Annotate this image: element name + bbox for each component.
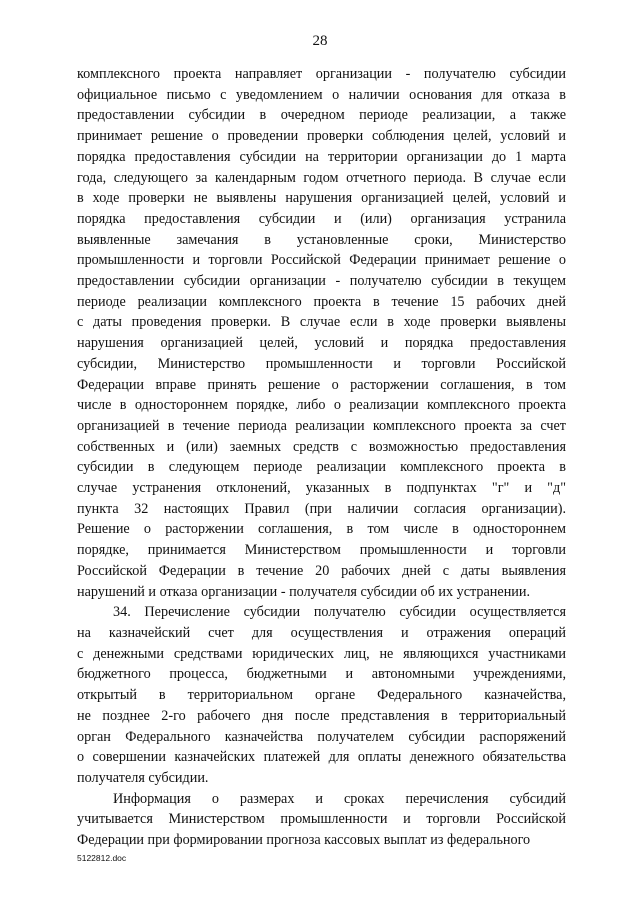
text-line: выявленные замечания в установленные сроки, Министерство [77, 231, 566, 248]
paragraph-3 [77, 789, 566, 851]
text-line: промышленности и торговли Российской Федерации принимает решение о [77, 252, 566, 269]
text-line: года, следующего за календарным годом отчетного периода. В случае если [77, 169, 566, 186]
text-line: собственных и (или) заемных средств с возможностью предоставления [77, 438, 566, 455]
text-line: с денежными средствами юридических лиц, не являющихся участниками [77, 645, 566, 662]
document-body [77, 64, 566, 851]
text-line: бюджетного процесса, бюджетными и автономными учреждениями, [77, 666, 566, 683]
text-line: на казначейский счет для осуществления и отражения операций [77, 624, 566, 641]
text-line: числе в одностороннем порядке, либо о реализации комплексного проекта [77, 397, 566, 414]
text-line: принимает решение о проведении проверки соблюдения целей, условий и [77, 128, 566, 145]
text-line: нарушения организацией целей, условий и порядка предоставления [77, 335, 566, 352]
paragraph-1 [77, 64, 566, 602]
text-line: предоставлении субсидии в очередном периоде реализации, а также [77, 107, 566, 124]
text-line: предоставлении субсидии организации - получателю субсидии в текущем [77, 273, 566, 290]
text-line: субсидии, Министерство промышленности и торговли Российской [77, 355, 566, 372]
text-line: не позднее 2-го рабочего дня после представления в территориальный [77, 707, 566, 724]
text-line: официальное письмо с уведомлением о наличии основания для отказа в [77, 86, 566, 103]
text-line: учитывается Министерством промышленности и торговли Российской [77, 811, 566, 828]
document-filename: 5122812.doc [77, 853, 127, 863]
text-line: комплексного проекта направляет организации - получателю субсидии [77, 66, 566, 82]
text-line: порядка предоставления субсидии на территории организации до 1 марта [77, 148, 566, 165]
text-line: 34. Перечисление субсидии получателю субсидии осуществляется [113, 604, 566, 621]
text-line: Информация о размерах и сроках перечисления субсидий [113, 790, 566, 807]
text-line: организацией в течение периода реализации комплексного проекта за счет [77, 417, 566, 434]
text-line: Федерации при формировании прогноза кассовых выплат из федерального [77, 832, 531, 849]
text-line: открытый в территориальном органе Федерального казначейства, [77, 687, 566, 704]
text-line: порядке, принимается Министерством промышленности и торговли [77, 542, 566, 559]
text-line: порядка предоставления субсидии и (или) организация устранила [77, 210, 566, 227]
text-line: о совершении казначейских платежей для оплаты денежного обязательства [77, 749, 566, 766]
page-number: 28 [312, 33, 328, 49]
text-line: нарушений и отказа организации - получателя субсидии об их устранении. [77, 583, 531, 600]
text-line: в ходе проверки не выявлены нарушения организацией целей, условий и [77, 190, 566, 207]
text-line: Решение о расторжении соглашения, в том числе в одностороннем [77, 521, 566, 538]
text-line: Российской Федерации в течение 20 рабочих дней с даты выявления [77, 562, 566, 579]
text-line: периоде реализации комплексного проекта в течение 15 рабочих дней [77, 293, 566, 310]
text-line: Федерации вправе принять решение о расторжении соглашения, в том [77, 376, 566, 393]
text-line: с даты проведения проверки. В случае если в ходе проверки выявлены [77, 314, 566, 331]
text-line: получателя субсидии. [77, 769, 209, 786]
text-line: субсидии в следующем периоде реализации комплексного проекта в [77, 459, 566, 476]
paragraph-2 [77, 602, 566, 788]
text-line: пункта 32 настоящих Правил (при наличии согласия организации). [77, 500, 566, 517]
text-line: орган Федерального казначейства получателем субсидии распоряжений [77, 728, 566, 745]
text-line: случае устранения отклонений, указанных в подпунктах "г" и "д" [77, 480, 566, 497]
